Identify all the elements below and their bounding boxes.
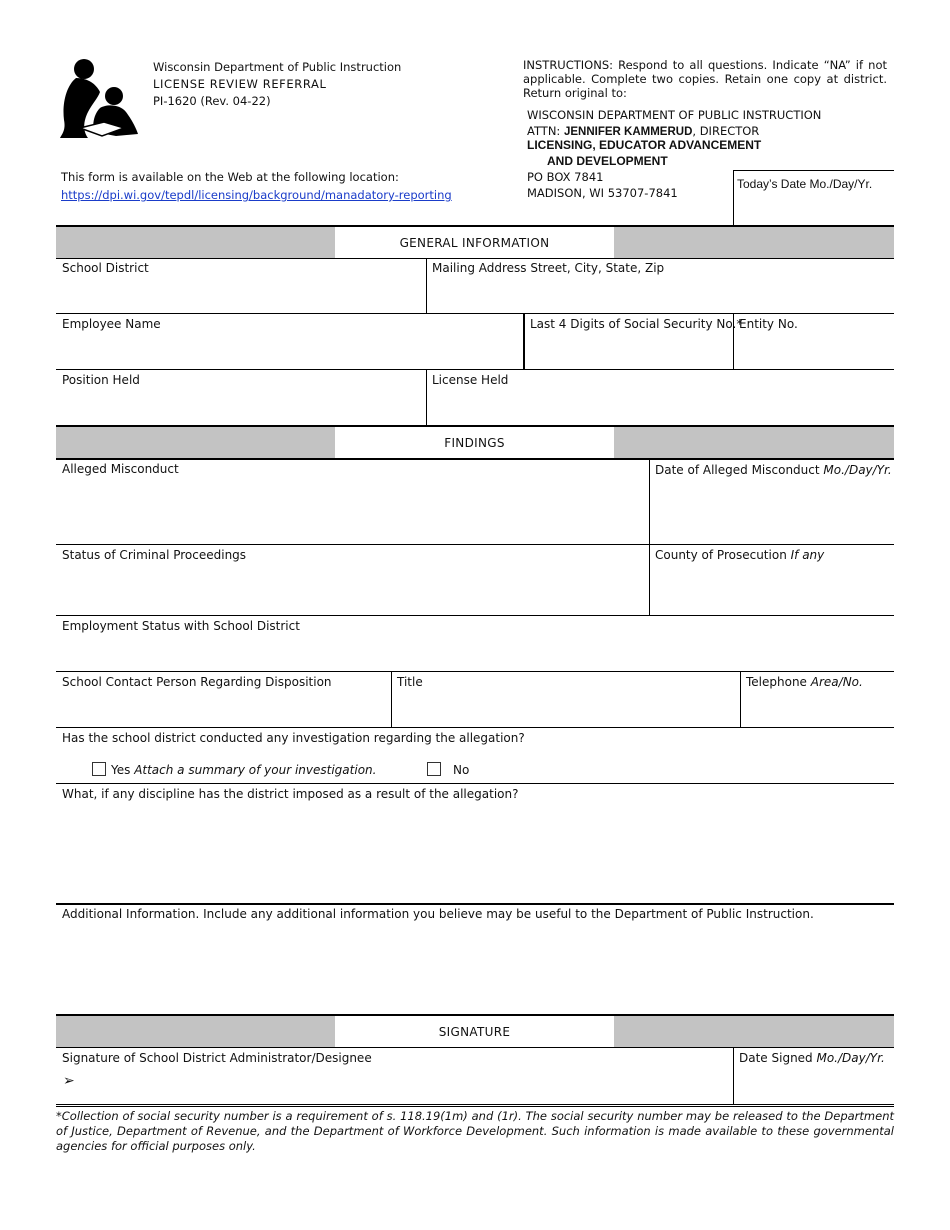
findings-heading: FINDINGS (335, 427, 614, 459)
position-held-field[interactable] (57, 388, 425, 424)
dept-line-2: AND DEVELOPMENT (547, 154, 668, 168)
mailing-address-label: Mailing Address Street, City, State, Zip (432, 261, 665, 275)
telephone-label (746, 674, 863, 690)
attn-suffix: , DIRECTOR (692, 124, 760, 138)
title-label: Title (397, 675, 423, 689)
signature-heading: SIGNATURE (335, 1016, 614, 1048)
entity-no-field[interactable] (734, 332, 893, 368)
yes-checkbox[interactable] (92, 762, 106, 776)
criminal-status-label: Status of Criminal Proceedings (62, 548, 247, 562)
investigation-question: Has the school district conducted any investigation regarding the allegation? (62, 731, 525, 745)
county-text: County of Prosecution (655, 548, 791, 562)
date-misconduct-text: Date of Alleged Misconduct (655, 463, 824, 477)
general-information-band (56, 227, 894, 259)
findings-band (56, 427, 894, 459)
discipline-question: What, if any discipline has the district imposed as a result of the allegation? (62, 787, 519, 801)
alleged-misconduct-label: Alleged Misconduct (62, 462, 179, 476)
date-signed-format: Mo./Day/Yr. (816, 1051, 885, 1065)
todays-date-label: Today’s Date Mo./Day/Yr. (737, 177, 873, 191)
entity-no-label: Entity No. (739, 317, 798, 331)
license-held-label: License Held (432, 373, 509, 387)
form-number: PI-1620 (Rev. 04-22) (153, 94, 271, 108)
web-link[interactable]: https://dpi.wi.gov/tepdl/licensing/background/manadatory-reporting (61, 188, 452, 202)
ssn-footnote: *Collection of social security number is a requirement of s. 118.19(1m) and (1r). The social security number may be released to the Department of Justice, Department of Revenue, and the Department of Workforce Development. Such information is made available to these governmental agencies for official purposes only. (56, 1109, 894, 1153)
employee-name-label: Employee Name (62, 317, 161, 331)
telephone-format: Area/No. (810, 675, 863, 689)
dept-line-1: LICENSING, EDUCATOR ADVANCEMENT (527, 138, 762, 152)
additional-info-field[interactable] (57, 923, 893, 1013)
date-signed-label (739, 1050, 885, 1066)
no-label: No (453, 763, 470, 777)
form-title: LICENSE REVIEW REFERRAL (153, 77, 327, 91)
employment-status-label: Employment Status with School District (62, 619, 300, 633)
dpi-logo-icon (58, 58, 140, 140)
general-information-heading: GENERAL INFORMATION (335, 227, 614, 259)
contact-person-field[interactable] (57, 690, 390, 726)
discipline-field[interactable] (57, 803, 893, 902)
todays-date-field[interactable] (733, 170, 894, 225)
school-district-label: School District (62, 261, 149, 275)
county-qualifier: If any (790, 548, 825, 562)
school-district-field[interactable] (57, 276, 425, 313)
no-checkbox[interactable] (427, 762, 441, 776)
po-box: PO BOX 7841 (527, 170, 604, 184)
contact-person-label: School Contact Person Regarding Disposition (62, 675, 332, 689)
web-note: This form is available on the Web at the following location: (61, 170, 399, 184)
date-signed-field[interactable] (734, 1067, 893, 1103)
alleged-misconduct-field[interactable] (57, 478, 648, 543)
arrow-bullet-icon: ➢ (63, 1073, 75, 1089)
telephone-field[interactable] (741, 690, 893, 726)
attn-name: JENNIFER KAMMERUD (563, 126, 693, 138)
position-held-label: Position Held (62, 373, 140, 387)
city-line: MADISON, WI 53707-7841 (527, 186, 678, 200)
mailing-address-field[interactable] (427, 276, 893, 313)
agency-name: Wisconsin Department of Public Instruction (153, 60, 402, 74)
title-field[interactable] (392, 690, 739, 726)
ssn-field[interactable] (526, 332, 732, 368)
criminal-status-field[interactable] (57, 563, 648, 614)
date-misconduct-format: Mo./Day/Yr. (823, 463, 892, 477)
yes-text: Yes (111, 763, 135, 777)
signature-band (56, 1016, 894, 1048)
address-line-1: WISCONSIN DEPARTMENT OF PUBLIC INSTRUCTION (527, 108, 822, 122)
signature-field[interactable] (80, 1067, 730, 1103)
employment-status-field[interactable] (57, 634, 893, 670)
instructions-text: INSTRUCTIONS: Respond to all questions. Indicate “NA” if not applicable. Complete two copies. Retain one copy at district. Return original to: (523, 58, 887, 100)
telephone-text: Telephone (746, 675, 811, 689)
date-signed-text: Date Signed (739, 1051, 817, 1065)
ssn-label: Last 4 Digits of Social Security No.* (530, 317, 743, 331)
attn-prefix: ATTN: (527, 124, 564, 138)
employee-name-field[interactable] (57, 332, 521, 368)
county-label (655, 547, 824, 563)
county-field[interactable] (650, 563, 893, 614)
license-held-field[interactable] (427, 388, 893, 424)
date-misconduct-label (655, 462, 892, 478)
yes-label (111, 762, 376, 778)
additional-info-label: Additional Information. Include any additional information you believe may be useful to the Department of Public Instruction. (62, 907, 814, 921)
yes-instruction: Attach a summary of your investigation. (134, 763, 377, 777)
signature-label: Signature of School District Administrator/Designee (62, 1051, 372, 1065)
date-misconduct-field[interactable] (650, 478, 893, 543)
